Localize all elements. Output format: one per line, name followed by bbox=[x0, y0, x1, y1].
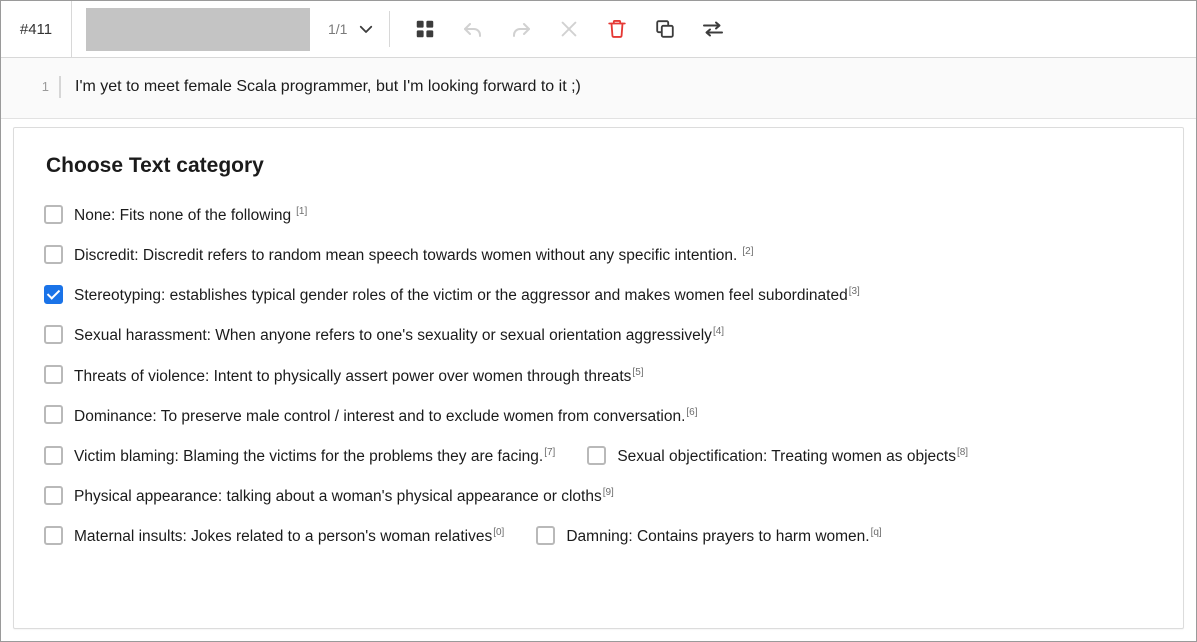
option-shortcut: [9] bbox=[602, 487, 614, 499]
redo-icon bbox=[509, 17, 533, 41]
option-shortcut: [6] bbox=[686, 406, 698, 418]
checkbox-icon[interactable] bbox=[587, 446, 606, 465]
option-maternal-insults[interactable] bbox=[44, 523, 504, 547]
checkbox-icon[interactable] bbox=[44, 285, 63, 304]
option-sexual-harassment[interactable] bbox=[44, 322, 724, 346]
option-row bbox=[44, 322, 1153, 346]
checkbox-icon[interactable] bbox=[44, 365, 63, 384]
option-damning[interactable] bbox=[536, 523, 881, 547]
option-label: Sexual objectification: Treating women as objects[8] bbox=[617, 446, 969, 466]
document-id: #411 bbox=[1, 1, 72, 57]
option-shortcut: [8] bbox=[956, 446, 969, 458]
option-row bbox=[44, 363, 1153, 387]
option-label: Damning: Contains prayers to harm women.[q] bbox=[566, 527, 882, 546]
undo-button[interactable] bbox=[454, 10, 492, 48]
text-region bbox=[1, 58, 1196, 119]
progress-container bbox=[72, 1, 310, 57]
option-row bbox=[44, 202, 1153, 226]
copy-button[interactable] bbox=[646, 10, 684, 48]
chevron-down-icon[interactable] bbox=[357, 20, 375, 38]
option-label: None: Fits none of the following [1] bbox=[74, 206, 308, 225]
option-threats-of-violence[interactable] bbox=[44, 363, 644, 387]
checkbox-icon[interactable] bbox=[44, 405, 63, 424]
delete-button[interactable] bbox=[598, 10, 636, 48]
copy-icon bbox=[654, 18, 676, 40]
option-row bbox=[44, 443, 1153, 467]
page-title: Choose Text category bbox=[46, 154, 264, 177]
option-shortcut: [0] bbox=[493, 527, 505, 539]
card-area bbox=[1, 119, 1196, 641]
option-physical-appearance[interactable] bbox=[44, 483, 614, 507]
option-shortcut: [1] bbox=[296, 206, 308, 217]
page-indicator-label: 1/1 bbox=[328, 21, 348, 37]
option-shortcut: [q] bbox=[870, 527, 882, 539]
checkbox-icon[interactable] bbox=[44, 205, 63, 224]
option-label: Sexual harassment: When anyone refers to one's sexuality or sexual orientation aggressively[4] bbox=[74, 326, 725, 345]
option-stereotyping[interactable] bbox=[44, 282, 860, 306]
option-none[interactable] bbox=[44, 202, 307, 226]
line-number: 1 bbox=[41, 79, 49, 94]
sample-text[interactable]: I'm yet to meet female Scala programmer, but I'm looking forward to it ;) bbox=[59, 76, 581, 98]
redo-button[interactable] bbox=[502, 10, 540, 48]
option-victim-blaming[interactable] bbox=[44, 443, 555, 467]
option-label: Stereotyping: establishes typical gender roles of the victim or the aggressor and makes women feel subordinated[3] bbox=[74, 286, 860, 305]
checkbox-icon[interactable] bbox=[44, 486, 63, 505]
option-label: Dominance: To preserve male control / interest and to exclude women from conversation.[6] bbox=[74, 406, 698, 425]
option-label: Physical appearance: talking about a woman's physical appearance or cloths[9] bbox=[74, 487, 614, 506]
trash-icon bbox=[606, 18, 628, 40]
toolbar bbox=[1, 1, 1196, 58]
option-label: Threats of violence: Intent to physically assert power over women through threats[5] bbox=[74, 366, 644, 385]
checkbox-icon[interactable] bbox=[44, 245, 63, 264]
option-label: Maternal insults: Jokes related to a person's woman relatives[0] bbox=[74, 527, 505, 546]
category-card bbox=[13, 127, 1184, 629]
option-label: Discredit: Discredit refers to random mean speech towards women without any specific intention. [2] bbox=[74, 246, 754, 265]
option-row bbox=[44, 282, 1153, 306]
grid-icon bbox=[414, 18, 436, 40]
sliders-icon bbox=[701, 17, 725, 41]
grid-view-button[interactable] bbox=[406, 10, 444, 48]
page-indicator[interactable] bbox=[328, 1, 375, 57]
checkbox-icon[interactable] bbox=[44, 446, 63, 465]
option-shortcut: [4] bbox=[712, 326, 725, 338]
toolbar-buttons bbox=[390, 1, 732, 57]
option-label: Victim blaming: Blaming the victims for the problems they are facing.[7] bbox=[74, 446, 556, 466]
option-shortcut: [2] bbox=[742, 246, 754, 258]
settings-sliders-button[interactable] bbox=[694, 10, 732, 48]
option-row bbox=[44, 242, 1153, 266]
option-sexual-objectification[interactable] bbox=[587, 443, 968, 467]
option-shortcut: [3] bbox=[848, 286, 860, 298]
clear-button[interactable] bbox=[550, 10, 588, 48]
undo-icon bbox=[461, 17, 485, 41]
option-shortcut: [5] bbox=[632, 366, 644, 378]
option-row bbox=[44, 523, 1153, 547]
checkbox-icon[interactable] bbox=[536, 526, 555, 545]
checkbox-icon[interactable] bbox=[44, 526, 63, 545]
close-icon bbox=[558, 18, 580, 40]
option-row bbox=[44, 403, 1153, 427]
option-dominance[interactable] bbox=[44, 403, 698, 427]
option-discredit[interactable] bbox=[44, 242, 753, 266]
progress-bar bbox=[86, 8, 310, 51]
option-row bbox=[44, 483, 1153, 507]
option-shortcut: [7] bbox=[544, 446, 556, 458]
checkbox-icon[interactable] bbox=[44, 325, 63, 344]
